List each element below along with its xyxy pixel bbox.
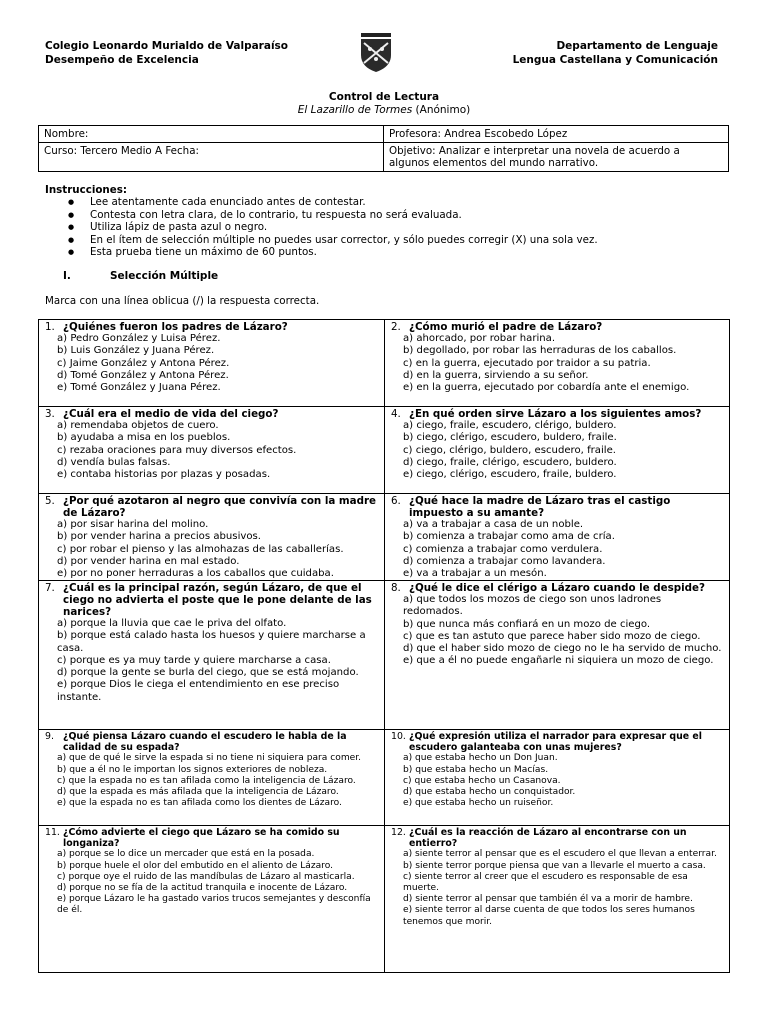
- school-crest-logo: [358, 33, 394, 73]
- section-heading: [63, 270, 218, 282]
- answer-option[interactable]: a) Pedro González y Luisa Pérez.: [57, 333, 221, 344]
- school-subtitle: Desempeño de Excelencia: [45, 54, 199, 66]
- questions-grid: [38, 319, 730, 973]
- exam-title-main: Control de Lectura: [328, 91, 440, 103]
- question-number: 9.: [45, 731, 54, 742]
- answer-option[interactable]: c) siente terror al creer que el escudero es responsable de esa muerte.: [403, 871, 688, 894]
- answer-option[interactable]: c) porque es ya muy tarde y quiere marcharse a casa.: [57, 654, 331, 666]
- question-number: 7.: [45, 582, 55, 594]
- question-cell: [39, 494, 384, 580]
- section-title: Selección Múltiple: [110, 270, 219, 282]
- answer-option[interactable]: c) comienza a trabajar como verdulera.: [403, 543, 603, 555]
- answer-option[interactable]: b) comienza a trabajar como ama de cría.: [403, 531, 615, 543]
- department-header: [513, 39, 718, 67]
- question-prompt: [391, 321, 723, 333]
- section-lead: Marca con una línea oblicua (/) la respuesta correcta.: [45, 295, 320, 307]
- question-row: [38, 729, 730, 825]
- answer-option[interactable]: a) va a trabajar a casa de un noble.: [403, 519, 584, 530]
- question-text: ¿Cómo advierte el ciego que Lázaro se ha comido su longaniza?: [63, 827, 340, 850]
- answer-option[interactable]: e) que a él no puede engañarle ni siquiera un mozo de ciego.: [403, 655, 714, 667]
- answer-option[interactable]: e) en la guerra, ejecutado por cobardía ante el enemigo.: [403, 382, 690, 394]
- answer-option[interactable]: b) siente terror porque piensa que van a llevarle el muerto a casa.: [403, 860, 706, 871]
- question-prompt: [391, 582, 723, 594]
- question-text: ¿Cuál era el medio de vida del ciego?: [63, 408, 279, 420]
- answer-option[interactable]: e) que la espada no es tan afilada como los dientes de Lázaro.: [57, 798, 342, 809]
- question-prompt: [45, 827, 378, 849]
- question-cell: [384, 826, 729, 972]
- question-cell: [39, 407, 384, 493]
- answer-option[interactable]: d) Tomé González y Antona Pérez.: [57, 369, 229, 381]
- answer-option[interactable]: d) vendía bulas falsas.: [57, 456, 171, 468]
- answer-option[interactable]: b) ciego, clérigo, escudero, buldero, fraile.: [403, 432, 617, 444]
- question-text: ¿Qué piensa Lázaro cuando el escudero le habla de la calidad de su espada?: [63, 731, 347, 754]
- answer-option[interactable]: a) por sisar harina del molino.: [57, 519, 209, 530]
- answer-option[interactable]: b) que estaba hecho un Macías.: [403, 764, 549, 775]
- question-cell: [384, 407, 729, 493]
- answer-option[interactable]: a) ahorcado, por robar harina.: [403, 333, 556, 344]
- question-prompt: [391, 731, 723, 753]
- answer-option[interactable]: b) degollado, por robar las herraduras de los caballos.: [403, 345, 677, 357]
- question-text: ¿Qué le dice el clérigo a Lázaro cuando le despide?: [409, 582, 705, 594]
- answer-option[interactable]: e) Tomé González y Juana Pérez.: [57, 382, 221, 394]
- exam-title-work: [0, 104, 768, 117]
- answer-option[interactable]: a) remendaba objetos de cuero.: [57, 420, 219, 431]
- question-cell: [39, 826, 384, 972]
- question-number: 8.: [391, 582, 401, 594]
- question-number: 5.: [45, 495, 55, 507]
- answer-option[interactable]: c) Jaime González y Antona Pérez.: [57, 357, 230, 369]
- department-name: Departamento de Lenguaje: [556, 40, 718, 52]
- answer-option[interactable]: e) siente terror al darse cuenta de que todos los seres humanos tenemos que morir.: [403, 905, 695, 927]
- answer-option[interactable]: a) ciego, fraile, escudero, clérigo, buldero.: [403, 420, 617, 431]
- name-field[interactable]: Nombre:: [39, 126, 384, 143]
- question-number: 11.: [45, 827, 60, 838]
- answer-option[interactable]: c) rezaba oraciones para muy diversos efectos.: [57, 444, 297, 456]
- answer-option[interactable]: e) que estaba hecho un ruiseñor.: [403, 798, 554, 809]
- question-number: 3.: [45, 408, 55, 420]
- objective-field: Objetivo: Analizar e interpretar una novela de acuerdo a algunos elementos del mundo narrativo.: [384, 142, 729, 171]
- answer-option[interactable]: d) en la guerra, sirviendo a su señor.: [403, 369, 589, 381]
- question-prompt: [45, 321, 378, 333]
- answer-option[interactable]: d) que el haber sido mozo de ciego no le ha servido de mucho.: [403, 643, 722, 655]
- answer-option[interactable]: b) por vender harina a precios abusivos.: [57, 531, 261, 543]
- answer-option[interactable]: c) que la espada no es tan afilada como la inteligencia de Lázaro.: [57, 775, 356, 786]
- question-row: [38, 319, 730, 406]
- answer-option[interactable]: d) que estaba hecho un conquistador.: [403, 787, 576, 798]
- question-number: 6.: [391, 495, 401, 507]
- answer-option[interactable]: e) por no poner herraduras a los caballos que cuidaba.: [57, 568, 334, 580]
- answer-option[interactable]: b) porque huele el olor del embutido en el aliento de Lázaro.: [57, 860, 334, 871]
- question-cell: [39, 730, 384, 825]
- question-prompt: [391, 408, 723, 420]
- question-prompt: [391, 495, 723, 519]
- answer-option[interactable]: d) ciego, fraile, clérigo, escudero, buldero.: [403, 456, 617, 468]
- subject-name: Lengua Castellana y Comunicación: [512, 54, 718, 66]
- instruction-item: ● Esta prueba tiene un máximo de 60 puntos.: [90, 246, 598, 258]
- answer-option[interactable]: a) que de qué le sirve la espada si no tiene ni siquiera para comer.: [57, 753, 362, 764]
- question-row: [38, 493, 730, 580]
- question-text: ¿Cuál es la reacción de Lázaro al encontrarse con un entierro?: [409, 827, 687, 850]
- question-cell: [384, 730, 729, 825]
- instruction-item: ● En el ítem de selección múltiple no puedes usar corrector, y sólo puedes corregir (X) una sola vez.: [90, 234, 598, 246]
- question-cell: [39, 320, 384, 406]
- question-number: 2.: [391, 321, 401, 333]
- answer-option[interactable]: d) porque no se fía de la actitud tranquila e inocente de Lázaro.: [57, 883, 348, 894]
- instruction-item: ● Lee atentamente cada enunciado antes de contestar.: [90, 196, 598, 208]
- answer-option[interactable]: e) porque Lázaro le ha gastado varios trucos semejantes y desconfía de él.: [57, 894, 371, 916]
- question-prompt: [45, 408, 378, 420]
- question-number: 4.: [391, 408, 401, 420]
- answer-option[interactable]: d) por vender harina en mal estado.: [57, 555, 240, 567]
- answer-option[interactable]: c) en la guerra, ejecutado por traidor a su patria.: [403, 357, 651, 369]
- question-number: 12.: [391, 827, 406, 838]
- answer-option[interactable]: a) siente terror al pensar que es el escudero el que llevan a enterrar.: [403, 849, 717, 860]
- question-row: [38, 580, 730, 729]
- answer-option[interactable]: a) que estaba hecho un Don Juan.: [403, 753, 558, 764]
- question-text: ¿Cuál es la principal razón, según Lázaro, de que el ciego no advierta el poste que le pone delante de las narices?: [63, 582, 372, 618]
- question-text: ¿Qué hace la madre de Lázaro tras el castigo impuesto a su amante?: [409, 495, 671, 519]
- answer-option[interactable]: d) siente terror al pensar que también él va a morir de hambre.: [403, 894, 693, 905]
- answer-option[interactable]: a) porque la lluvia que cae le priva del olfato.: [57, 618, 287, 629]
- answer-option[interactable]: b) porque está calado hasta los huesos y quiere marcharse a casa.: [57, 630, 366, 654]
- instruction-item: ● Contesta con letra clara, de lo contrario, tu respuesta no será evaluada.: [90, 209, 598, 221]
- school-name: Colegio Leonardo Murialdo de Valparaíso: [45, 40, 289, 52]
- section-number: I.: [63, 270, 71, 282]
- answer-option[interactable]: c) que estaba hecho un Casanova.: [403, 775, 561, 786]
- answer-option[interactable]: c) por robar el pienso y las almohazas de las caballerías.: [57, 543, 344, 555]
- answer-option[interactable]: d) comienza a trabajar como lavandera.: [403, 555, 606, 567]
- answer-option[interactable]: b) Luis González y Juana Pérez.: [57, 345, 215, 357]
- work-title: El Lazarillo de Tormes: [297, 104, 413, 116]
- question-cell: [39, 581, 384, 729]
- question-text: ¿Qué expresión utiliza el narrador para expresar que el escudero galanteaba con unas mujeres?: [409, 731, 702, 754]
- question-prompt: [45, 582, 378, 618]
- question-cell: [384, 494, 729, 580]
- answer-option[interactable]: e) porque Dios le ciega el entendimiento en ese preciso instante.: [57, 679, 340, 703]
- question-prompt: [45, 731, 378, 753]
- question-cell: [384, 320, 729, 406]
- question-text: ¿En qué orden sirve Lázaro a los siguientes amos?: [409, 408, 702, 420]
- student-info-table: [38, 125, 729, 172]
- question-prompt: [45, 495, 378, 519]
- question-text: ¿Quiénes fueron los padres de Lázaro?: [63, 321, 288, 333]
- question-cell: [384, 581, 729, 729]
- answer-option[interactable]: a) que todos los mozos de ciego son unos ladrones redomados.: [403, 594, 662, 618]
- answer-option[interactable]: a) porque se lo dice un mercader que está en la posada.: [57, 849, 315, 860]
- question-row: [38, 825, 730, 973]
- answer-option[interactable]: b) que a él no le importan los signos exteriores de nobleza.: [57, 764, 328, 775]
- question-number: 10.: [391, 731, 406, 742]
- question-prompt: [391, 827, 723, 849]
- instructions-heading: Instrucciones:: [45, 184, 127, 196]
- answer-option[interactable]: b) ayudaba a misa en los pueblos.: [57, 432, 231, 444]
- answer-option[interactable]: e) ciego, clérigo, escudero, fraile, buldero.: [403, 469, 617, 481]
- instruction-item: ● Utiliza lápiz de pasta azul o negro.: [90, 221, 598, 233]
- answer-option[interactable]: c) porque oye el ruido de las mandíbulas de Lázaro al masticarla.: [57, 871, 355, 882]
- question-text: ¿Por qué azotaron al negro que convivía con la madre de Lázaro?: [63, 495, 377, 519]
- answer-option[interactable]: c) que es tan astuto que parece haber sido mozo de ciego.: [403, 630, 701, 642]
- answer-option[interactable]: b) que nunca más confiará en un mozo de ciego.: [403, 618, 651, 630]
- teacher-field: Profesora: Andrea Escobedo López: [384, 126, 729, 143]
- answer-option[interactable]: d) que la espada es más afilada que la inteligencia de Lázaro.: [57, 787, 339, 798]
- answer-option[interactable]: d) porque la gente se burla del ciego, que se está mojando.: [57, 667, 359, 679]
- answer-option[interactable]: e) va a trabajar a un mesón.: [403, 568, 547, 580]
- course-date-field[interactable]: Curso: Tercero Medio A Fecha:: [39, 142, 384, 171]
- question-text: ¿Cómo murió el padre de Lázaro?: [409, 321, 603, 333]
- answer-option[interactable]: c) ciego, clérigo, buldero, escudero, fraile.: [403, 444, 616, 456]
- instructions-list: [45, 196, 598, 258]
- school-header: [45, 39, 288, 67]
- exam-title: [0, 91, 768, 117]
- question-number: 1.: [45, 321, 55, 333]
- answer-option[interactable]: e) contaba historias por plazas y posadas.: [57, 469, 271, 481]
- instructions: [45, 184, 598, 258]
- question-row: [38, 406, 730, 493]
- work-author: (Anónimo): [415, 104, 471, 116]
